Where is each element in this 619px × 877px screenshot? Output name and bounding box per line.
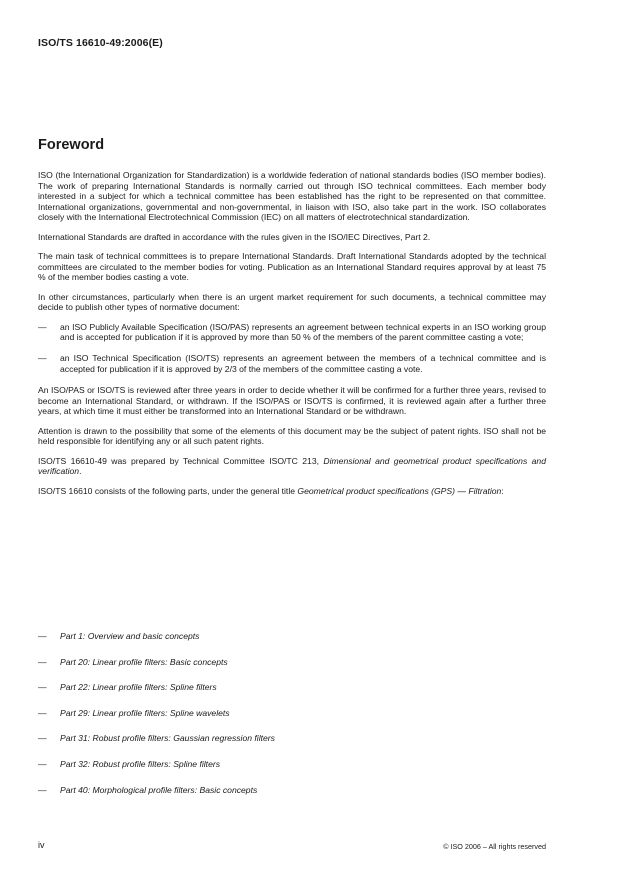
list-item: [38, 733, 546, 759]
paragraph-directives: International Standards are drafted in accordance with the rules given in the ISO/IEC Directives, Part 2.: [38, 231, 431, 242]
part-title: Part 22: Linear profile filters: Spline filters: [60, 682, 217, 693]
part-title: Part 29: Linear profile filters: Spline wavelets: [60, 707, 230, 718]
paragraph-iso-intro: ISO (the International Organization for Standardization) is a worldwide federation of national standards bodies (ISO member bodies). The work of preparing International Standards is normally carried out through ISO technical committees. Each member body interested in a subject for which a technical committee has been established has the right to be represented on that committee. International organizations, governmental and non-governmental, in liaison with ISO, also take part in the work. ISO collaborates closely with the International Electrotechnical Commission (IEC) on all matters of electrotechnical standardization.: [38, 170, 546, 223]
paragraph-parts-intro: [38, 486, 546, 497]
paragraph-main-task: The main task of technical committees is to prepare International Standards. Draft International Standards adopted by the technical committees are circulated to the member bodies for voting. Publication as an International Standard requires approval by at least 75 % of the member bodies casting a vote.: [38, 251, 546, 283]
dash-icon: —: [38, 353, 47, 364]
paragraph-review: An ISO/PAS or ISO/TS is reviewed after three years in order to decide whether it will be confirmed for a further three years, revised to become an International Standard, or withdrawn. If the ISO/PAS or ISO/TS is confirmed, it is reviewed again after a further three years, at which time it must either be transformed into an International Standard or be withdrawn.: [38, 385, 546, 417]
list-item-iso-pas: [38, 322, 546, 343]
part-title: Part 32: Robust profile filters: Spline filters: [60, 758, 221, 769]
copyright-notice: © ISO 2006 – All rights reserved: [443, 842, 546, 851]
dash-icon: —: [38, 631, 47, 641]
dash-icon: —: [38, 656, 47, 667]
parts-list: [38, 631, 546, 810]
list-item: [38, 682, 546, 708]
list-item-text: an ISO Publicly Available Specification (ISO/PAS) represents an agreement between technical experts in an ISO working group and is accepted for publication if it is approved by more than 50 % of the members of the parent committee casting a vote;: [60, 321, 546, 343]
foreword-body: [38, 170, 546, 505]
list-item: [38, 631, 546, 657]
dash-icon: —: [38, 321, 47, 332]
list-item: [38, 785, 546, 811]
list-item: [38, 657, 546, 683]
prepared-by-text: ISO/TS 16610-49 was prepared by Technical Committee ISO/TC 213,: [38, 455, 324, 466]
part-title: Part 40: Morphological profile filters: Basic concepts: [60, 784, 258, 795]
part-title: Part 20: Linear profile filters: Basic concepts: [60, 656, 228, 667]
paragraph-other-circumstances: In other circumstances, particularly when there is an urgent market requirement for such documents, a technical committee may decide to publish other types of normative document:: [38, 291, 546, 313]
list-item: [38, 708, 546, 734]
committee-title: Dimensional and geometrical product specifications and verification: [38, 455, 546, 477]
dash-icon: —: [38, 784, 47, 795]
paragraph-patent: Attention is drawn to the possibility that some of the elements of this document may be the subject of patent rights. ISO shall not be held responsible for identifying any or all such patent rights.: [38, 425, 546, 447]
page-title: Foreword: [38, 137, 105, 153]
parts-intro-end: :: [501, 485, 504, 496]
dash-icon: —: [38, 758, 47, 769]
page-number: iv: [38, 840, 45, 850]
dash-icon: —: [38, 733, 47, 744]
parts-intro-text: ISO/TS 16610 consists of the following parts, under the general title: [38, 485, 298, 496]
general-title: Geometrical product specifications (GPS) — Filtration: [297, 485, 502, 496]
part-title: Part 31: Robust profile filters: Gaussian regression filters: [60, 733, 275, 744]
list-item-text: an ISO Technical Specification (ISO/TS) represents an agreement between the members of a technical committee and is accepted for publication if it is approved by 2/3 of the members of the committee casting a vote.: [60, 353, 546, 374]
list-item-iso-ts: [38, 353, 546, 374]
dash-icon: —: [38, 682, 47, 693]
paragraph-prepared-by: [38, 456, 546, 477]
list-item: [38, 759, 546, 785]
part-title: Part 1: Overview and basic concepts: [60, 631, 200, 641]
dash-icon: —: [38, 707, 47, 718]
document-code: ISO/TS 16610-49:2006(E): [38, 37, 163, 49]
prepared-by-end: .: [79, 466, 82, 477]
